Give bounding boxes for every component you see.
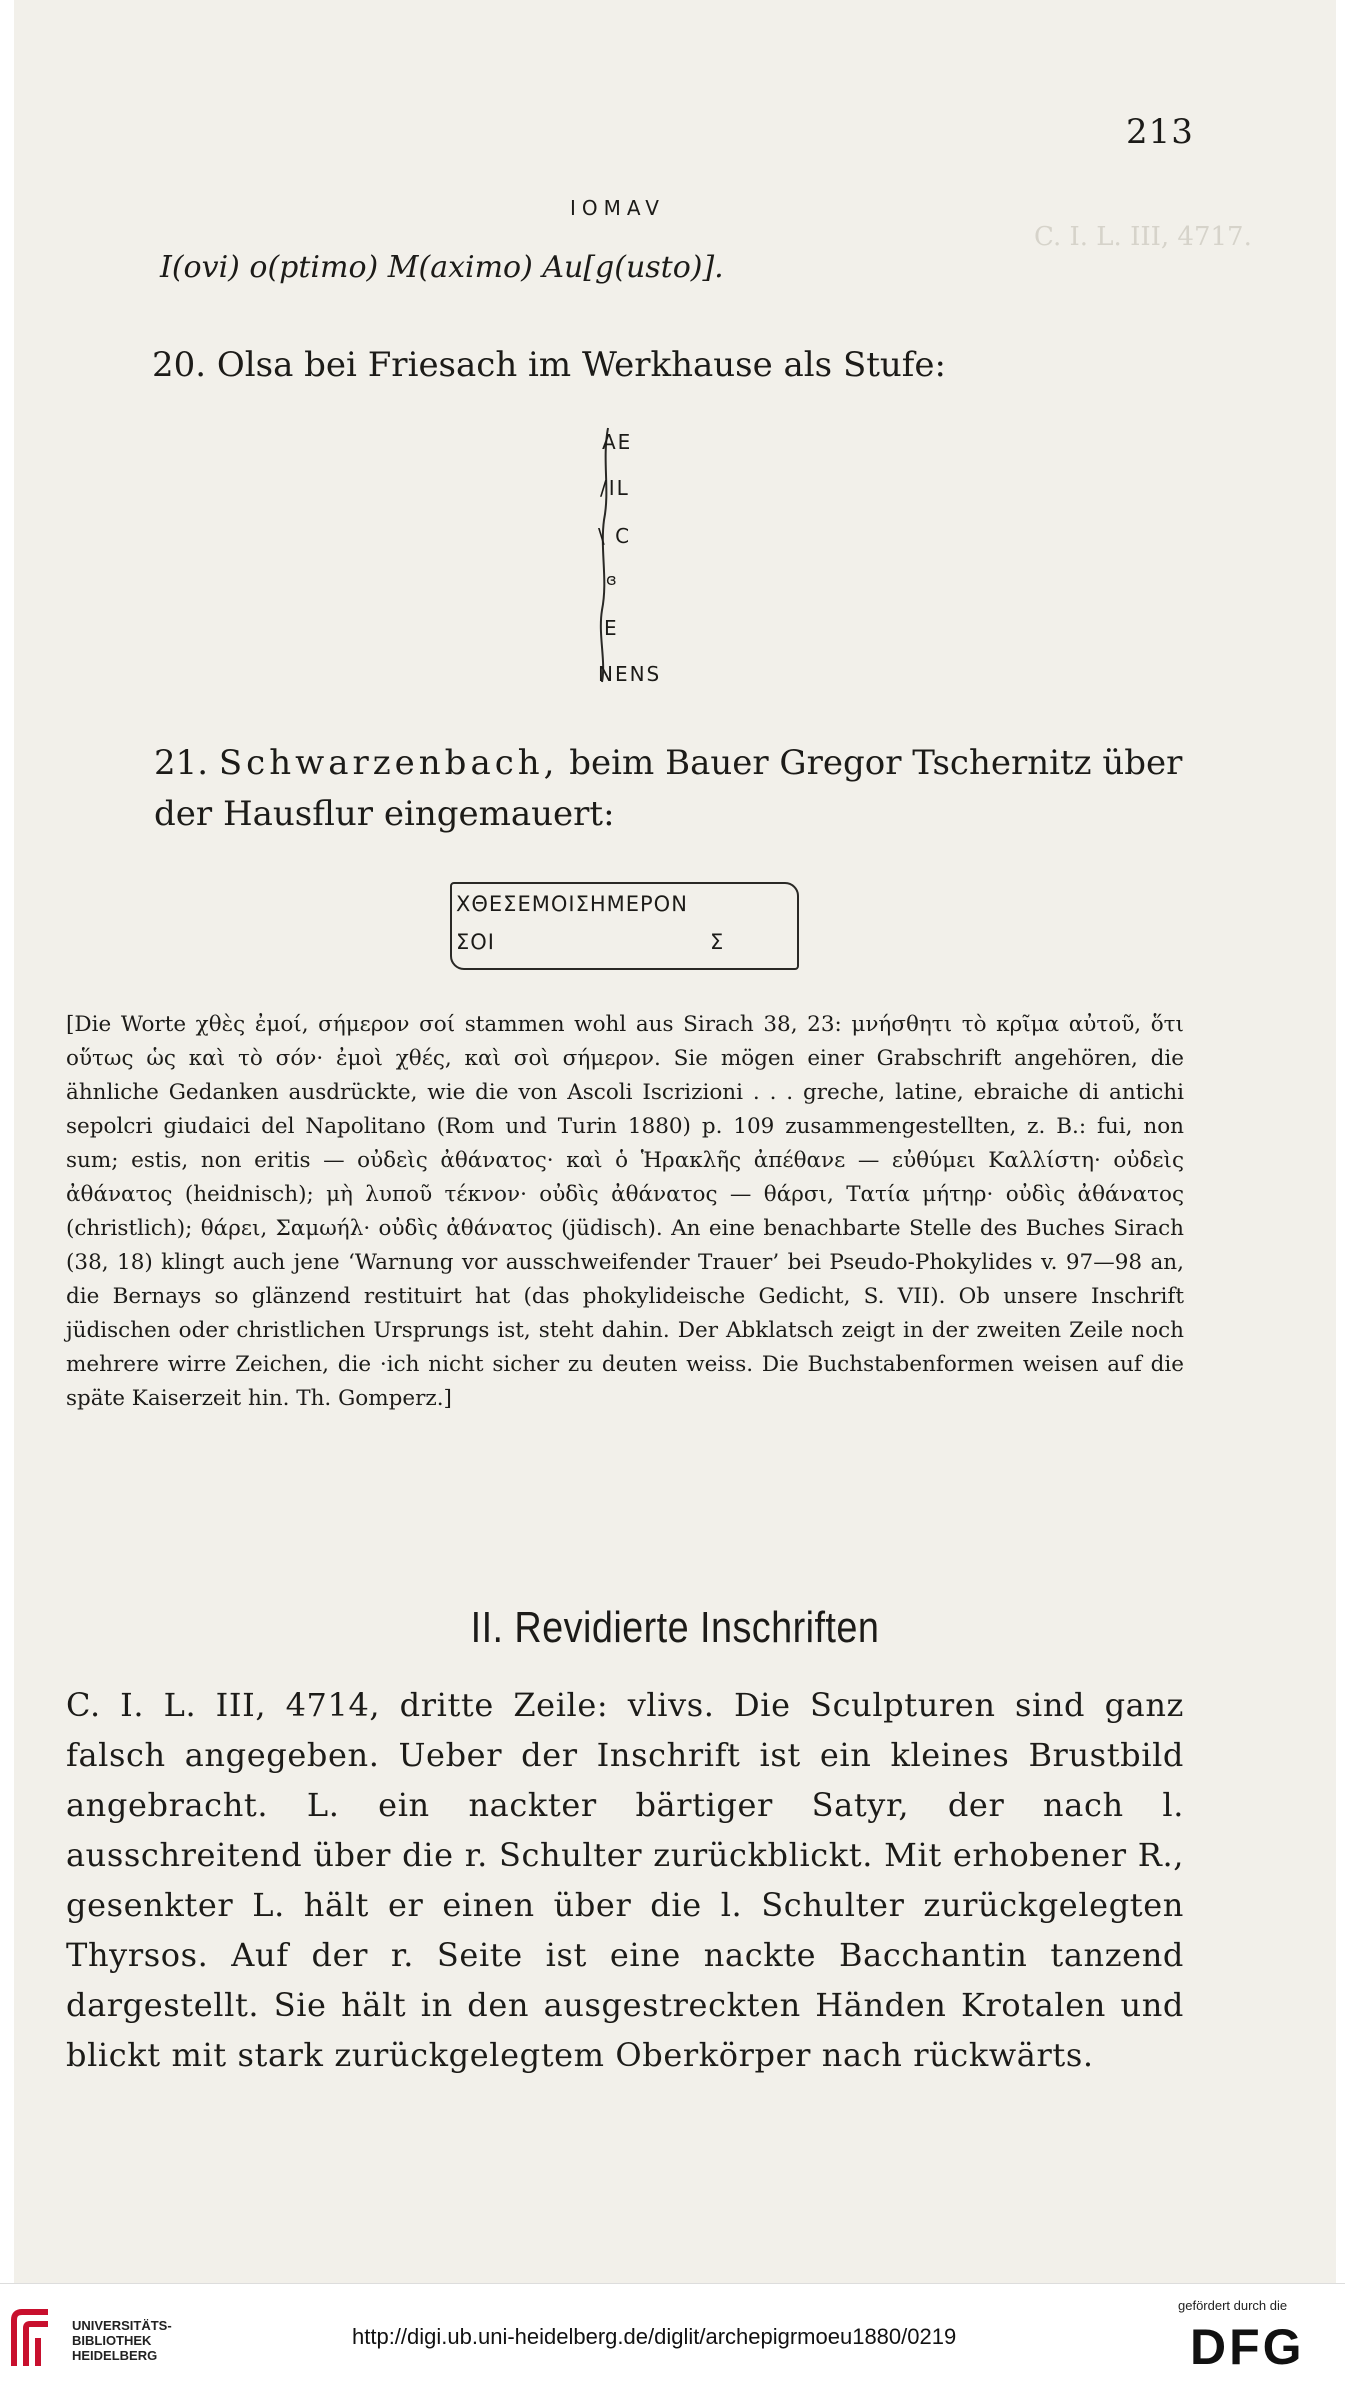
fragment-line: ɞ [606,570,619,589]
inscription-expansion: I(ovi) o(ptimo) M(aximo) Au[g(usto)]. [160,250,724,285]
section-body: C. I. L. III, 4714, dritte Zeile: vlivs. Die Sculpturen sind ganz falsch angegeben. Ueber der Inschrift ist ein kleines Brustbild angebracht. L. ein nackter bärtiger Satyr, der nach l. ausschreitend über die r. Schulter zurückblickt. Mit erhobener R., gesenkter L. hält er einen über die l. Schulter zurückgelegten Thyrsos. Auf der r. Seite ist eine nackte Bacchantin tanzend dargestellt. Sie hält in den ausgestreckten Händen Krotalen und blickt mit stark zurückgelegtem Oberkörper nach rückwärts. [66,1686,1184,2074]
viewer-footer [0,2283,1345,2386]
box-line-1: ΧΘΕΣΕΜΟΙΣΗΜΕΡΟΝ [456,892,688,916]
inscription-21-box [450,882,799,970]
heading-rest: beim Bauer Gregor Tschernitz über der Hausflur eingemauert: [154,743,1183,834]
commentary-note: [Die Worte χθὲς ἐμοί, σήμερον σοί stammen wohl aus Sirach 38, 23: μνήσθητι τὸ κρῖμα αὐτοῦ, ὅτι οὕτως ὡς καὶ τὸ σόν· ἐμοὶ χθές, καὶ σοὶ σήμερον. Sie mögen einer Grabschrift angehören, die ähnliche Gedanken ausdrückte, wie die von Ascoli Iscrizioni . . . greche, latine, ebraiche di antichi sepolcri giudaici del Napolitano (Rom und Turin 1880) p. 109 zusammengestellten, z. B.: fui, non sum; estis, non eritis — οὐδεὶς ἀθάνατος· καὶ ὁ Ἡρακλῆς ἀπέθανε — εὐθύμει Καλλίστη· οὐδεὶς ἀθάνατος (heidnisch); μὴ λυποῦ τέκνον· οὐδὶς ἀθάνατος — θάρσι, Τατία μήτηρ· οὐδὶς ἀθάνατος (christlich); θάρει, Σαμωήλ· οὐδὶς ἀθάνατος (jüdisch). An eine benachbarte Stelle des Buches Sirach (38, 18) klingt auch jene ‘Warnung vor ausschweifender Trauer’ bei Pseudo-Phokylides v. 97—98 an, die Bernays so glänzend restituirt hat (das phokylideische Gedicht, S. VII). Ob unsere Inschrift jüdischen oder christlichen Ursprungs ist, steht dahin. Der Abklatsch zeigt in der zweiten Zeile noch mehrere wirre Zeichen, die ·ich nicht sicher zu deuten weiss. Die Buchstabenformen weisen auf die späte Kaiserzeit hin. Th. Gomperz.] [66,1012,1184,1411]
fragment-line: E [604,616,619,640]
library-logo-icon [8,2306,56,2374]
inscription-caps: IOMAV [570,196,665,220]
fragment-line: /IL [600,476,630,500]
heading-number: 21. [154,743,209,783]
document-url[interactable]: http://digi.ub.uni-heidelberg.de/diglit/archepigrmoeu1880/0219 [352,2324,957,2349]
fragment-line: NENS [598,662,662,686]
library-name: UNIVERSITÄTS- BIBLIOTHEK HEIDELBERG [72,2318,172,2363]
dfg-logo: DFG [1190,2319,1305,2375]
page-number: 213 [1126,112,1194,152]
bleed-through: C. I. L. III, 4717. [1034,222,1252,252]
sponsor-label: gefördert durch die [1178,2298,1288,2313]
section-heading: II. Revidierte Inschriften [470,1603,880,1652]
inscription-21-heading [154,738,1194,840]
box-line-2a: ΣΟΙ [456,930,495,954]
box-line-2b: Σ [710,930,725,954]
fragment-break-line [592,420,622,690]
fragment-line: AE [602,430,633,454]
fragment-line: \ C [598,524,632,548]
heading-place: Schwarzenbach, [218,743,559,783]
scanned-page [14,0,1336,2283]
inscription-20-fragment [592,420,672,690]
inscription-20-heading: 20. Olsa bei Friesach im Werkhause als Stufe: [152,345,946,385]
